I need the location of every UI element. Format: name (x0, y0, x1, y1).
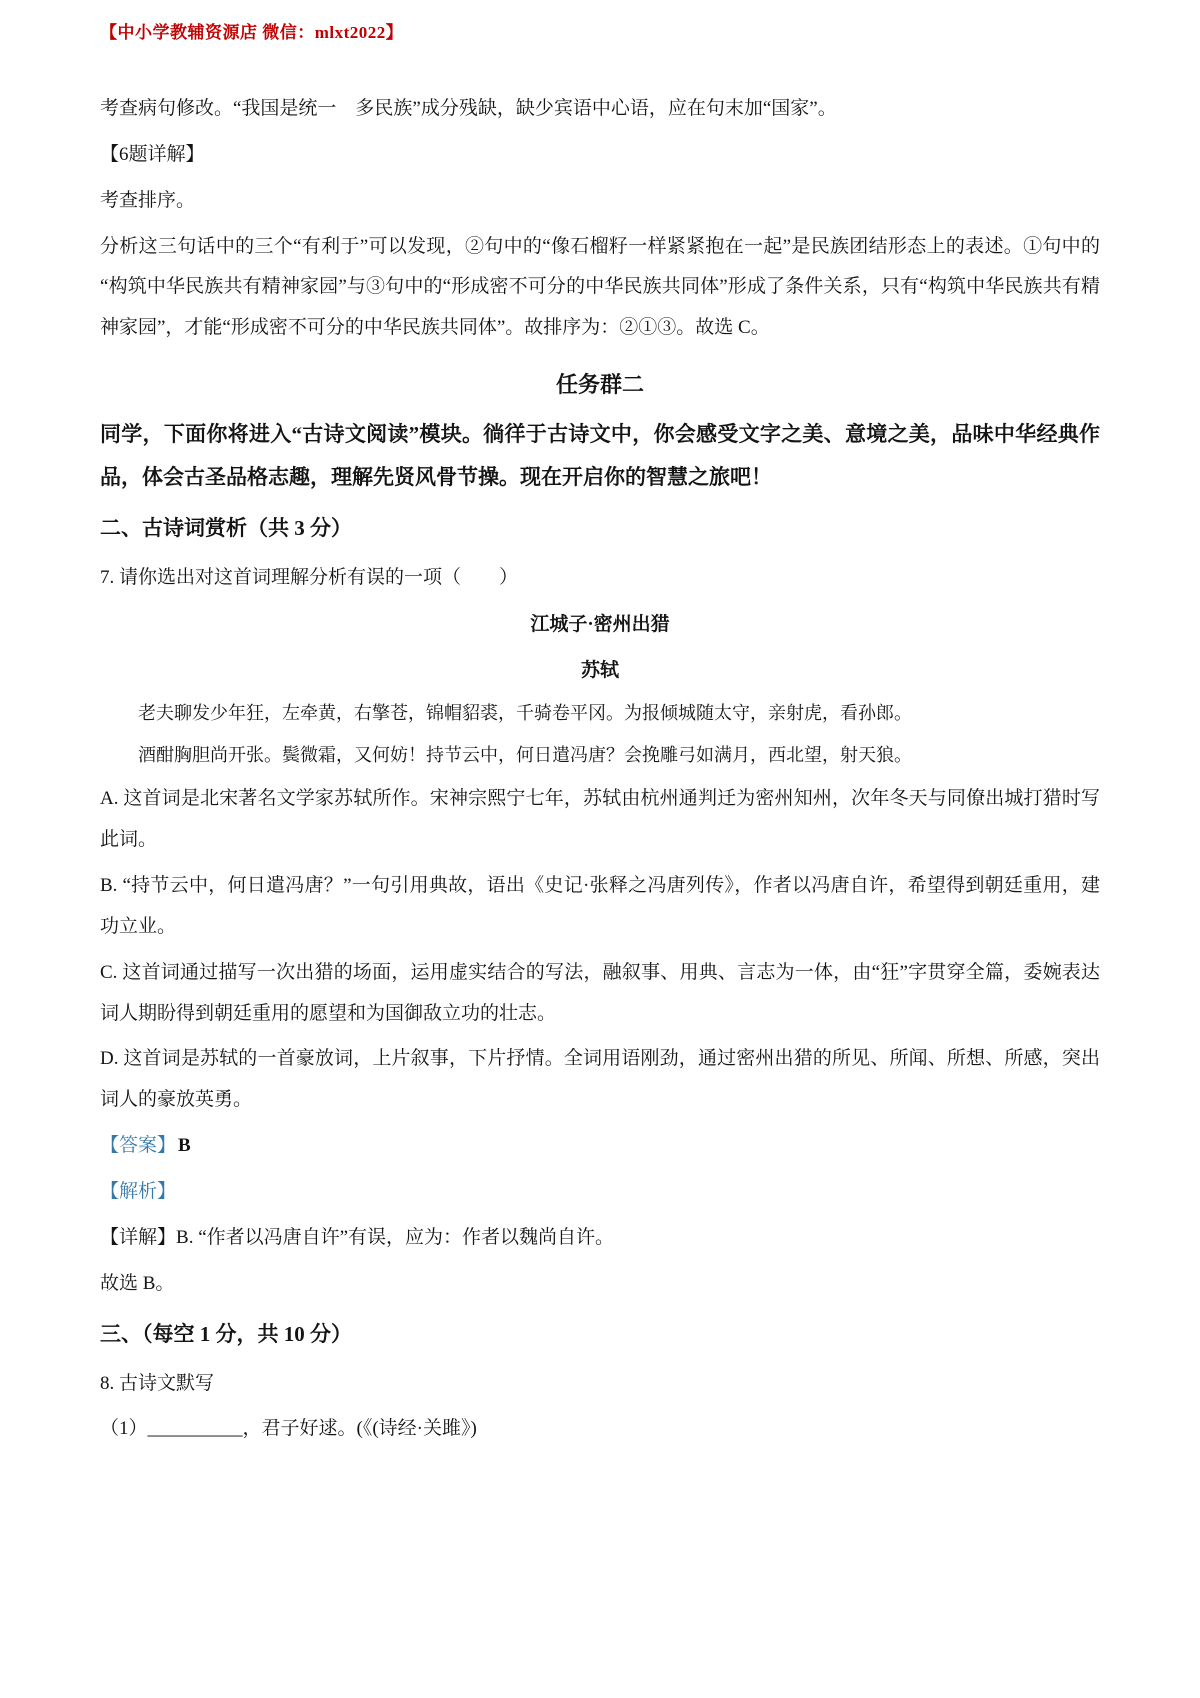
poem-author: 苏轼 (580, 659, 619, 681)
paragraph-ordering: 考查排序。 (100, 189, 196, 211)
analysis-marker: 【解析】 (100, 1181, 177, 1203)
answer-line (100, 1126, 1100, 1167)
paragraph-ordering-analysis: 分析这三句话中的三个“有利于”可以发现，②句中的“像石榴籽一样紧紧抱在一起”是民族团结形态上的表述。①句中的“构筑中华民族共有精神家园”与③句中的“形成密不可分的中华民族共同体”形成了条件关系，只有“构筑中华民族共有精神家园”，才能“形成密不可分的中华民族共同体”。故排序为：②①③。故选 C。 (100, 235, 1100, 339)
section-2-title: 二、古诗词赏析（共 3 分） (100, 516, 352, 541)
answer-value: B (178, 1135, 191, 1157)
poem-line-1: 老夫聊发少年狂，左牵黄，右擎苍，锦帽貂裘，千骑卷平冈。为报倾城随太守，亲射虎，看孙郎。 (138, 702, 912, 723)
store-notice: 【中小学教辅资源店 微信：mlxt2022】 (100, 23, 404, 42)
section-3-title: 三、（每空 1 分，共 10 分） (100, 1321, 352, 1346)
poem-line-2: 酒酣胸胆尚开张。鬓微霜，又何妨！持节云中，何日遣冯唐？会挽雕弓如满月，西北望，射天狼。 (138, 744, 912, 765)
paragraph-sentence-correction: 考查病句修改。“我国是统一 多民族”成分残缺，缺少宾语中心语，应在句末加“国家”。 (100, 98, 837, 119)
poem-title: 江城子·密州出猎 (530, 614, 670, 636)
question-7-stem: 7. 请你选出对这首词理解分析有误的一项（ ） (100, 567, 519, 589)
conclusion-line: 故选 B。 (100, 1272, 175, 1294)
option-d: D. 这首词是苏轼的一首豪放词，上片叙事，下片抒情。全词用语刚劲，通过密州出猎的所见、所闻、所想、所感，突出词人的豪放英勇。 (100, 1048, 1100, 1111)
option-c: C. 这首词通过描写一次出猎的场面，运用虚实结合的写法，融叙事、用典、言志为一体，由“狂”字贯穿全篇，委婉表达词人期盼得到朝廷重用的愿望和为国御敌立功的壮志。 (100, 961, 1100, 1024)
q6-detail-label: 【6题详解】 (100, 143, 205, 165)
detail-line (100, 1218, 1100, 1259)
question-8-item-1: （1）__________，君子好逑。(《(诗经·关雎》) (100, 1418, 477, 1440)
detail-marker: 【详解】 (100, 1226, 177, 1248)
option-a: A. 这首词是北宋著名文学家苏轼所作。宋神宗熙宁七年，苏轼由杭州通判迁为密州知州，次年冬天与同僚出城打猎时写此词。 (100, 788, 1100, 851)
detail-text: B. “作者以冯唐自许”有误，应为：作者以魏尚自许。 (176, 1226, 615, 1248)
option-b: B. “持节云中，何日遣冯唐？”一句引用典故，语出《史记·张释之冯唐列传》，作者以冯唐自许，希望得到朝廷重用，建功立业。 (100, 875, 1100, 937)
task-group-intro: 同学，下面你将进入“古诗文阅读”模块。徜徉于古诗文中，你会感受文字之美、意境之美，品味中华经典作品，体会古圣品格志趣，理解先贤风骨节操。现在开启你的智慧之旅吧！ (100, 422, 1100, 490)
question-8-title: 8. 古诗文默写 (100, 1372, 215, 1394)
task-group-title: 任务群二 (555, 372, 644, 398)
answer-marker: 【答案】 (100, 1135, 177, 1157)
